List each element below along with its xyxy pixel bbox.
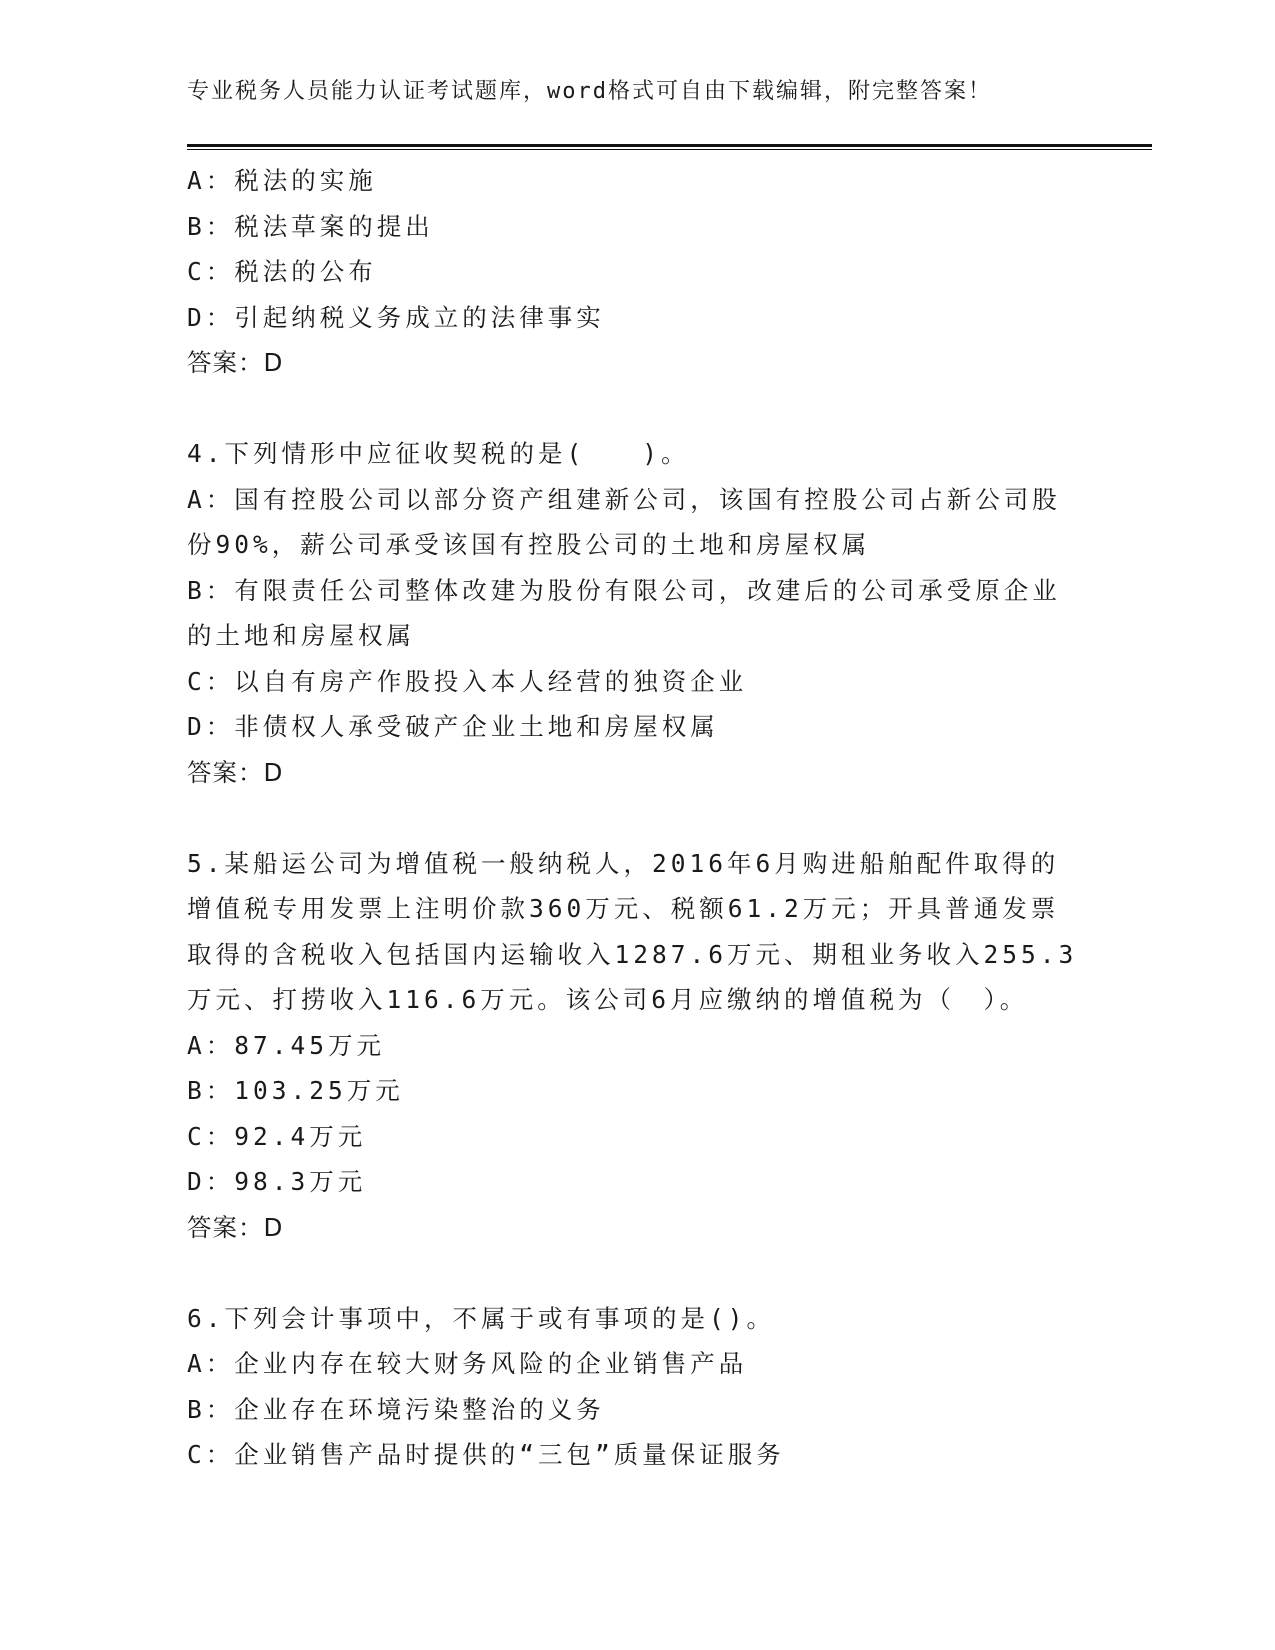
option-c: C：企业销售产品时提供的“三包”质量保证服务 [187, 1440, 785, 1469]
option-a: A：企业内存在较大财务风险的企业销售产品 [187, 1349, 748, 1378]
question-6-stem: 6.下列会计事项中，不属于或有事项的是()。 [187, 1303, 775, 1333]
page-header: 专业税务人员能力认证考试题库，word格式可自由下载编辑，附完整答案！ [187, 79, 992, 104]
spacer [187, 386, 1077, 432]
question-5-stem: 5.某船运公司为增值税一般纳税人，2016年6月购进船舶配件取得的 [187, 848, 1060, 878]
answer-line: 答案：D [187, 757, 284, 787]
question-5-stem-line-4: 万元、打捞收入116.6万元。该公司6月应缴纳的增值税为（ ）。 [187, 985, 1029, 1014]
header-rule-thick [187, 144, 1152, 147]
question-5-stem-line-3: 取得的含税收入包括国内运输收入1287.6万元、期租业务收入255.3 [187, 939, 1078, 969]
option-b: B：税法草案的提出 [187, 211, 434, 241]
question-content [187, 158, 1077, 1478]
option-c: C：92.4万元 [187, 1121, 367, 1151]
option-a: A：税法的实施 [187, 166, 377, 195]
header-rule-thin [187, 149, 1152, 150]
option-a: A：国有控股公司以部分资产组建新公司，该国有控股公司占新公司股 [187, 484, 1061, 514]
option-c: C：税法的公布 [187, 257, 377, 286]
option-a: A：87.45万元 [187, 1030, 386, 1060]
answer-line: 答案：D [187, 348, 284, 377]
option-b: B：有限责任公司整体改建为股份有限公司，改建后的公司承受原企业 [187, 575, 1061, 605]
option-d: D：引起纳税义务成立的法律事实 [187, 302, 605, 332]
option-d: D：非债权人承受破产企业土地和房屋权属 [187, 712, 719, 741]
spacer [187, 1250, 1077, 1296]
option-b: B：103.25万元 [187, 1076, 404, 1105]
question-5-stem-line-2: 增值税专用发票上注明价款360万元、税额61.2万元；开具普通发票 [187, 894, 1060, 923]
question-4-stem: 4.下列情形中应征收契税的是( )。 [187, 439, 690, 468]
option-d: D：98.3万元 [187, 1167, 367, 1196]
option-c: C：以自有房产作股投入本人经营的独资企业 [187, 666, 748, 696]
option-b: B：企业存在环境污染整治的义务 [187, 1394, 605, 1424]
option-a-continued: 份90%，薪公司承受该国有控股公司的土地和房屋权属 [187, 530, 871, 559]
option-b-continued: 的土地和房屋权属 [187, 621, 415, 650]
spacer [187, 795, 1077, 841]
answer-line: 答案：D [187, 1212, 284, 1242]
